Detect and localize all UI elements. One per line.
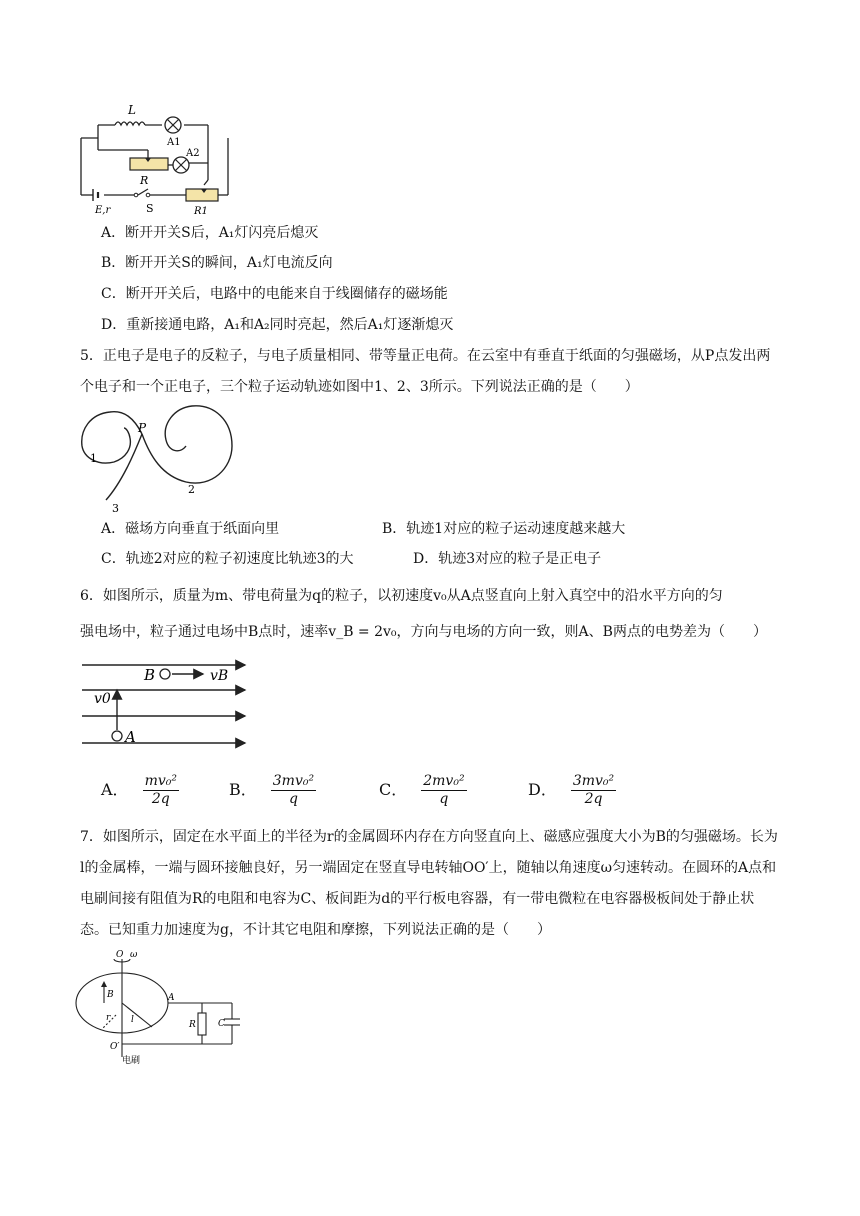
- q5-option-a: A．磁场方向垂直于纸面向里: [101, 521, 280, 537]
- q6-option-a-label: A．: [101, 780, 129, 799]
- q6-stem-line2: 强电场中，粒子通过电场中B点时，速率v_B = 2v₀，方向与电场的方向一致，则A、B两点的电势差为（ ）: [80, 624, 767, 640]
- label-vB: vB: [210, 668, 229, 684]
- label-A2: A2: [186, 148, 200, 159]
- label-track-1: 1: [90, 452, 97, 465]
- label-S: S: [146, 202, 154, 215]
- q5-option-d: D．轨迹3对应的粒子是正电子: [413, 551, 602, 567]
- label-v0: v0: [94, 691, 111, 707]
- q6-option-a-numerator: mv₀²: [144, 773, 177, 789]
- label-field-B: B: [107, 990, 114, 1000]
- label-track-2: 2: [188, 483, 195, 496]
- label-L: L: [128, 103, 136, 117]
- q6-option-d-label: D．: [528, 780, 557, 799]
- label-O: O: [116, 950, 124, 960]
- label-R: R: [140, 174, 149, 187]
- label-omega: ω: [130, 950, 138, 960]
- q6-option-c-numerator: 2mv₀²: [423, 773, 465, 789]
- q6-option-b: [229, 773, 316, 808]
- q5-option-b: B．轨迹1对应的粒子运动速度越来越大: [382, 521, 626, 537]
- label-r: r: [106, 1013, 111, 1023]
- q6-option-b-label: B．: [229, 780, 257, 799]
- q6-option-c-label: C．: [379, 780, 408, 799]
- label-brush: 电刷: [122, 1056, 141, 1066]
- label-track-3: 3: [112, 502, 119, 514]
- q4-circuit-diagram: [78, 100, 238, 218]
- q6-stem-line1: 6．如图所示，质量为m、带电荷量为q的粒子，以初速度v₀从A点竖直向上射入真空中的沿水平方向的匀: [80, 588, 723, 604]
- q6-option-d-denominator: 2q: [584, 791, 603, 807]
- q4-option-d: D．重新接通电路，A₁和A₂同时亮起，然后A₁灯逐渐熄灭: [101, 317, 454, 333]
- q7-stem: 7．如图所示，固定在水平面上的半径为r的金属圆环内存在方向竖直向上、磁感应强度大小为B的匀强磁场。长为l的金属棒，一端与圆环接触良好，另一端固定在竖直导电转轴OO′上，随轴以角速度ω匀速转动。在圆环的A点和电刷间接有阻值为R的电阻和电容为C、板间距为d的平行板电容器，有一带电微粒在电容器极板间处于静止状态。已知重力加速度为g，不计其它电阻和摩擦，下列说法正确的是（ ）: [80, 829, 778, 938]
- label-Er: E,r: [95, 205, 111, 216]
- label-O-prime: O′: [110, 1042, 120, 1052]
- label-point-A: A: [168, 993, 175, 1003]
- q6-option-a-denominator: 2q: [151, 791, 170, 807]
- q5-option-c: C．轨迹2对应的粒子初速度比轨迹3的大: [101, 551, 354, 567]
- q6-option-d: [528, 773, 616, 808]
- label-B: B: [144, 666, 156, 684]
- q6-option-a: [101, 773, 179, 808]
- label-capacitor-C: C: [218, 1019, 225, 1029]
- q4-option-a: A．断开开关S后，A₁灯闪亮后熄灭: [101, 225, 319, 241]
- q4-option-b: B．断开开关S的瞬间，A₁灯电流反向: [101, 255, 333, 271]
- label-resistor-R: R: [189, 1020, 196, 1030]
- label-A: A: [125, 728, 136, 746]
- q4-option-c: C．断开开关后，电路中的电能来自于线圈储存的磁场能: [101, 286, 448, 302]
- q6-option-b-numerator: 3mv₀²: [272, 773, 315, 789]
- q6-option-d-numerator: 3mv₀²: [572, 773, 615, 789]
- label-A1: A1: [167, 137, 181, 148]
- q6-option-c-denominator: q: [439, 791, 449, 807]
- q7-rotating-rod-diagram: [72, 945, 252, 1070]
- q5-stem: 5．正电子是电子的反粒子，与电子质量相同、带等量正电荷。在云室中有垂直于纸面的匀强磁场，从P点发出两个电子和一个正电子，三个粒子运动轨迹如图中1、2、3所示。下列说法正确的是（ ）: [80, 348, 771, 395]
- q6-option-b-denominator: q: [288, 791, 298, 807]
- label-R1: R1: [194, 206, 208, 217]
- label-l: l: [131, 1015, 134, 1025]
- q6-field-diagram: [80, 658, 255, 754]
- q6-option-c: [379, 773, 467, 808]
- label-P: P: [138, 421, 147, 435]
- q5-trajectory-diagram: [76, 396, 246, 514]
